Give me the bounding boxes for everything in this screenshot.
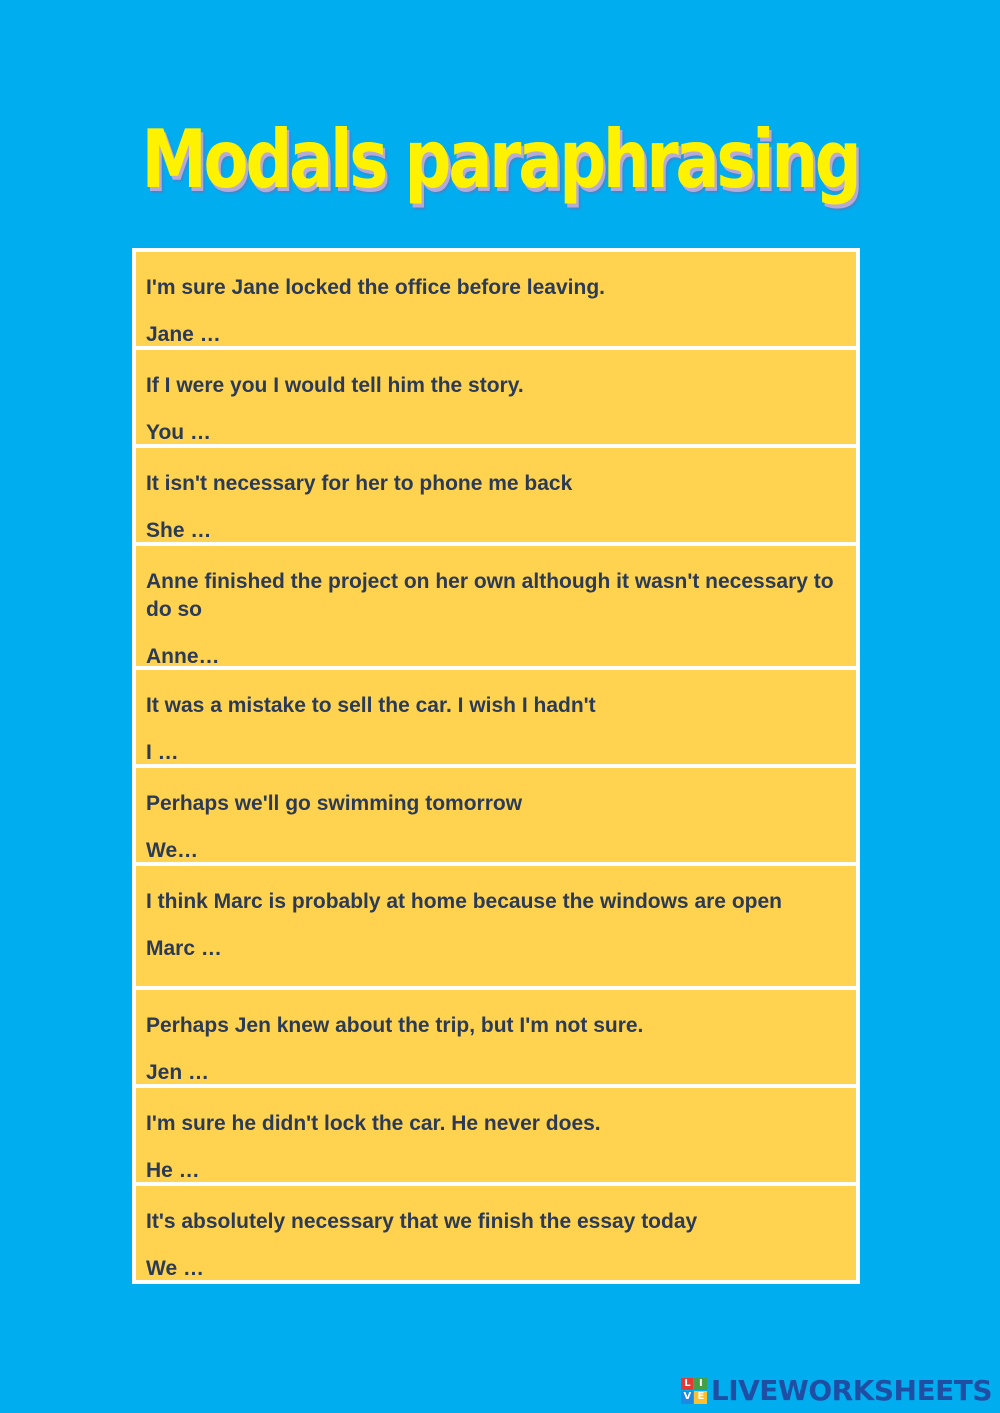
exercise-prompt: It isn't necessary for her to phone me back [146,472,573,495]
exercise-row [134,1086,858,1184]
exercise-prompt: I'm sure Jane locked the office before leaving. [146,276,605,299]
exercise-row [134,668,858,766]
logo-mark-letter: I [694,1378,707,1391]
exercise-prompt: It was a mistake to sell the car. I wish I hadn't [146,694,596,717]
answer-field[interactable]: He … [146,1159,200,1182]
exercise-row [134,766,858,864]
exercise-row [134,988,858,1086]
answer-field[interactable]: Anne… [146,645,220,668]
answer-field[interactable]: Jen … [146,1061,210,1084]
exercise-prompt: I'm sure he didn't lock the car. He never does. [146,1112,601,1135]
answer-field[interactable]: She … [146,519,212,542]
answer-field[interactable]: We … [146,1257,204,1280]
answer-field[interactable]: I … [146,741,179,764]
exercise-prompt: I think Marc is probably at home because the windows are open [146,890,782,913]
exercise-prompt: Anne finished the project on her own although it wasn't necessary to do so [146,570,834,621]
page-title: Modals paraphrasing [141,113,859,206]
answer-field[interactable]: You … [146,421,211,444]
exercise-row [134,544,858,668]
logo-mark-letter: V [681,1391,694,1404]
answer-field[interactable]: Marc … [146,937,222,960]
exercise-prompt: Perhaps we'll go swimming tomorrow [146,792,523,815]
answer-field[interactable]: Jane … [146,323,221,346]
exercise-prompt: Perhaps Jen knew about the trip, but I'm not sure. [146,1014,644,1037]
exercise-prompt: If I were you I would tell him the story. [146,374,524,397]
exercise-row [134,250,858,348]
exercise-table [132,248,860,1284]
exercise-row [134,348,858,446]
exercise-row [134,864,858,988]
exercise-row [134,1184,858,1282]
logo-mark-letter: L [681,1378,694,1391]
exercise-prompt: It's absolutely necessary that we finish the essay today [146,1210,698,1233]
logo-text: LIVEWORKSHEETS [710,1374,992,1407]
exercise-row [134,446,858,544]
logo-mark-letter: E [694,1391,707,1404]
answer-field[interactable]: We… [146,839,199,862]
liveworksheets-logo-icon [681,1378,707,1404]
liveworksheets-logo [681,1374,992,1407]
